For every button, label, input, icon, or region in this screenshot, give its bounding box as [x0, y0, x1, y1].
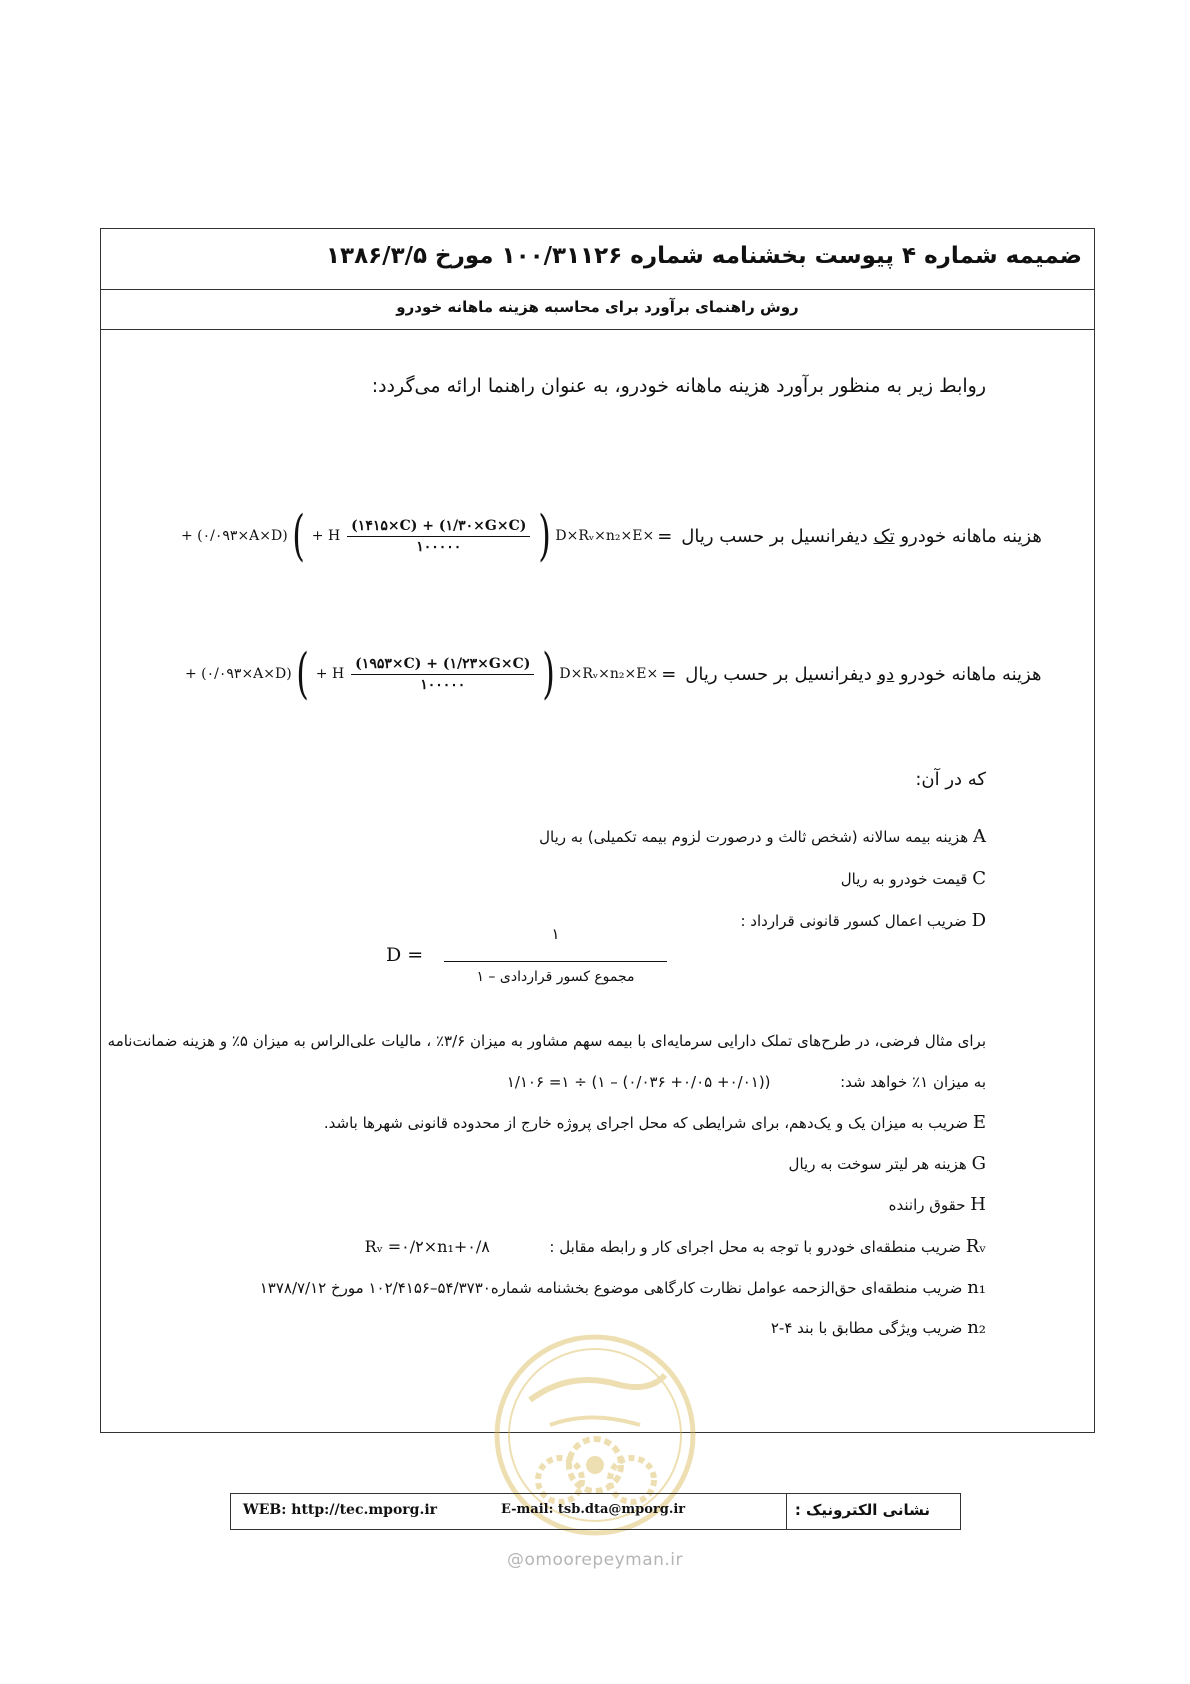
definitions-heading: که در آن:: [915, 769, 986, 790]
formula1-fraction: [347, 518, 530, 555]
example-line-1: برای مثال فرضی، در طرح‌های تملک دارایی سرمایه‌ای با بیمه سهم مشاور به میزان ۳/۶٪ ، مالیات علی‌الراس به میزان ۵٪ و هزینه ضمانت‌نامه: [107, 1032, 986, 1050]
formula-double-differential: [185, 642, 1042, 705]
watermark-text: @omoorepeyman.ir: [506, 1550, 684, 1570]
formula2-expression: [185, 642, 659, 705]
footer-web-link[interactable]: WEB: http://tec.mporg.ir: [243, 1502, 438, 1518]
formula2-prefix: D×Rᵥ×n₂×E×: [559, 666, 659, 682]
definition-e-letter: E: [972, 1112, 986, 1133]
definition-a: [539, 826, 986, 847]
footer-divider: [786, 1494, 787, 1529]
definition-h-letter: H: [970, 1194, 986, 1215]
example-line-2: [507, 1073, 986, 1091]
definition-d-text: ضریب اعمال کسور قانونی قرارداد :: [740, 912, 967, 930]
definition-g-text: هزینه هر لیتر سوخت به ریال: [788, 1155, 967, 1173]
formula2-equals: =: [661, 663, 677, 685]
title-row: [101, 229, 1094, 290]
definition-c-letter: C: [972, 868, 986, 889]
definition-g: [789, 1153, 986, 1174]
definition-n1-text: ضریب منطقه‌ای حق‌الزحمه عوامل نظارت کارگاهی موضوع بخشنامه شماره۵۴/۳۷۳۰–۱۰۲/۴۱۵۶ مورخ ۱۳۷۸/۷/۱۲: [259, 1279, 963, 1297]
document-frame: [100, 228, 1095, 1433]
document-title: ضمیمه شماره ۴ پیوست بخشنامه شماره ۱۰۰/۳۱۱۲۶ مورخ ۱۳۸۶/۳/۵: [326, 243, 1082, 269]
footer-contact-box: [230, 1493, 961, 1530]
definition-n2-letter: n₂: [967, 1317, 986, 1338]
footer-email-label: نشانی الکترونیک :: [794, 1501, 930, 1519]
formula2-paren-right: ): [542, 642, 556, 705]
d-fraction-numerator: ۱: [551, 925, 560, 943]
d-fraction-denominator: مجموع کسور قراردادی – ۱: [476, 969, 635, 985]
formula2-plus-h: + H: [315, 666, 345, 682]
formula2-label-post: دیفرانسیل بر حسب ریال: [685, 663, 872, 685]
formula1-equals: =: [657, 525, 673, 547]
definition-e: [324, 1112, 986, 1133]
definition-c-text: قیمت خودرو به ریال: [840, 870, 968, 888]
definition-a-text: هزینه بیمه سالانه (شخص ثالث و درصورت لزوم بیمه تکمیلی) به ریال: [539, 828, 969, 846]
formula2-paren-left: (: [295, 642, 309, 705]
definition-n2-text: ضریب ویژگی مطابق با بند ۴-۲: [770, 1319, 963, 1337]
formula1-suffix: + (۰/۰۹۳×A×D): [181, 528, 288, 544]
footer-email-link[interactable]: E-mail: tsb.dta@mporg.ir: [501, 1502, 686, 1517]
d-fraction-bar: [444, 961, 667, 962]
formula2-suffix: + (۰/۰۹۳×A×D): [185, 666, 292, 682]
formula1-prefix: D×Rᵥ×n₂×E×: [555, 528, 655, 544]
formula1-label-pre: هزینه ماهانه خودرو: [900, 525, 1042, 547]
d-fraction: [386, 919, 746, 999]
subtitle-row: [101, 289, 1094, 330]
formula-single-differential: [181, 504, 1042, 567]
definition-h-text: حقوق راننده: [888, 1196, 966, 1214]
formula1-label-underline: تک: [873, 525, 895, 547]
definition-d-letter: D: [971, 910, 986, 931]
definition-n2: [771, 1317, 986, 1338]
formula2-label: [685, 664, 1041, 685]
definition-rv-text: ضریب منطقه‌ای خودرو با توجه به محل اجرای کار و رابطه مقابل :: [549, 1238, 961, 1256]
document-subtitle: روش راهنمای برآورد برای محاسبه هزینه ماهانه خودرو: [396, 298, 799, 316]
formula2-label-underline: دو: [877, 663, 895, 685]
definition-h: [889, 1194, 986, 1215]
formula1-numerator: (۱۴۱۵×C) + (۱/۳۰×G×C): [347, 518, 530, 537]
definition-e-text: ضریب به میزان یک و یک‌دهم، برای شرایطی که محل اجرای پروژه خارج از محدوده قانونی شهرها باشد.: [323, 1114, 969, 1132]
intro-text: روابط زیر به منظور برآورد هزینه ماهانه خودرو، به عنوان راهنما ارائه می‌گردد:: [371, 375, 986, 397]
formula1-label-post: دیفرانسیل بر حسب ریال: [681, 525, 868, 547]
formula1-paren-right: ): [538, 504, 552, 567]
formula1-expression: [181, 504, 655, 567]
formula2-label-pre: هزینه ماهانه خودرو: [899, 663, 1042, 685]
formula1-plus-h: + H: [311, 528, 341, 544]
formula1-denominator: ۱۰۰۰۰۰: [416, 538, 462, 555]
formula1-label: [681, 526, 1042, 547]
formula2-denominator: ۱۰۰۰۰۰: [420, 676, 466, 693]
d-fraction-label: D =: [386, 944, 424, 966]
definition-n1: [260, 1277, 986, 1298]
definition-n1-letter: n₁: [967, 1277, 986, 1298]
definition-g-letter: G: [971, 1153, 986, 1174]
formula2-fraction: [351, 656, 534, 693]
definition-d: [740, 910, 986, 931]
definition-rv: [365, 1236, 986, 1257]
formula1-paren-left: (: [291, 504, 305, 567]
definition-a-letter: A: [973, 826, 986, 847]
definition-rv-letter: Rᵥ: [965, 1236, 986, 1257]
definition-c: [841, 868, 986, 889]
formula2-numerator: (۱۹۵۳×C) + (۱/۲۳×G×C): [351, 656, 534, 675]
definition-rv-formula: Rᵥ =۰/۲×n₁+۰/۸: [364, 1237, 490, 1256]
example-line-2-text: به میزان ۱٪ خواهد شد:: [840, 1073, 986, 1091]
example-calculation: ((۰/۰۱+ ۰/۰۵+ ۰/۰۳۶) – ۱) ÷ ۱= ۱/۱۰۶: [506, 1073, 771, 1091]
